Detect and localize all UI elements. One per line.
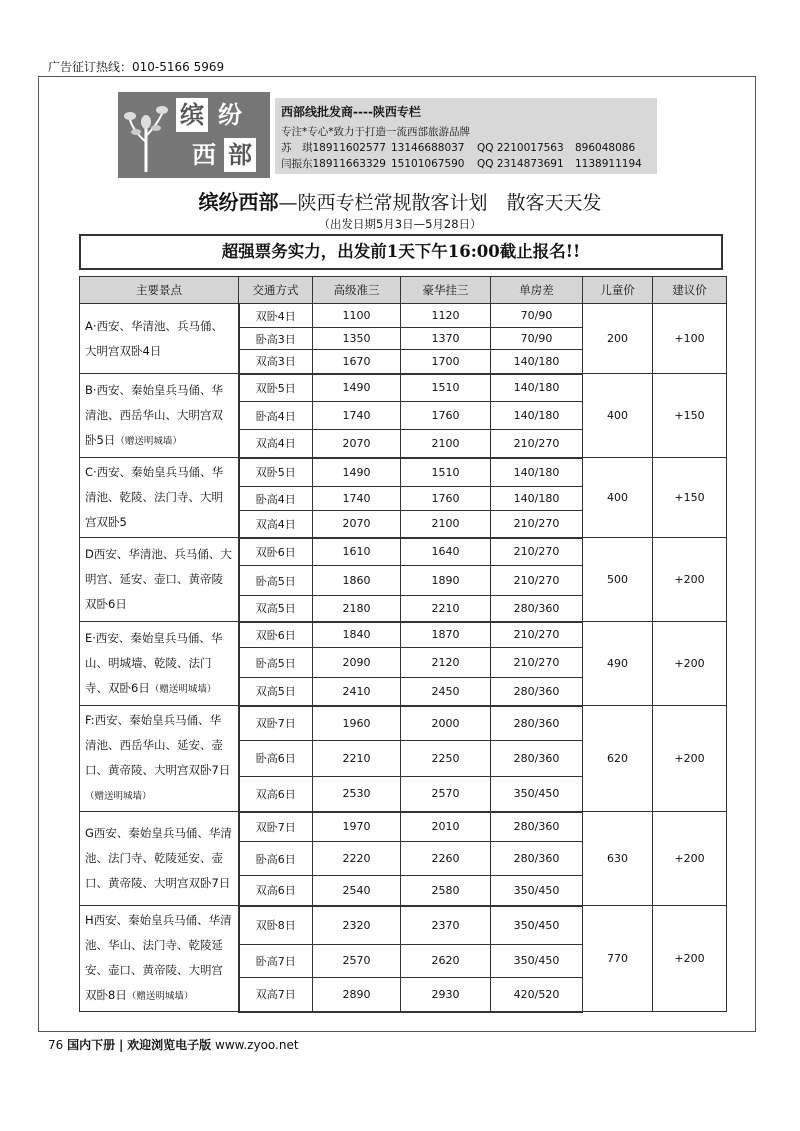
transport-cell: 双高4日: [239, 510, 313, 537]
title-rest: —陕西专栏常规散客计划 散客天天发: [278, 192, 602, 214]
price-std-cell: 2180: [313, 596, 401, 622]
route-text: D西安、华清池、兵马俑、大明宫、延安、壶口、黄帝陵双卧6日: [85, 547, 232, 611]
col-header: 高级准三: [313, 277, 401, 304]
price-table-wrap: [79, 276, 726, 1013]
suggest-price-cell: +200: [653, 906, 727, 1012]
suggest-price-cell: +200: [653, 538, 727, 622]
table-header-row: [80, 277, 727, 304]
single-supp-cell: 350/450: [491, 906, 583, 945]
price-lux-cell: 1510: [401, 374, 491, 402]
suggest-price-cell: +200: [653, 706, 727, 812]
col-header: 主要景点: [80, 277, 239, 304]
logo-char: 纷: [218, 100, 242, 129]
contact-phone: 苏 琪18911602577: [281, 142, 386, 154]
price-lux-cell: 2120: [401, 648, 491, 678]
single-supp-cell: 210/270: [491, 622, 583, 648]
contact-qq: QQ 2314873691: [477, 158, 564, 170]
suggest-price-cell: +100: [653, 304, 727, 374]
price-std-cell: 2890: [313, 978, 401, 1012]
footer-url: www.zyoo.net: [215, 1038, 299, 1052]
transport-cell: 双卧8日: [239, 906, 313, 945]
price-lux-cell: 1760: [401, 487, 491, 510]
contact-title: 西部线批发商----陕西专栏: [281, 105, 421, 119]
price-std-cell: 2320: [313, 906, 401, 945]
price-lux-cell: 1640: [401, 538, 491, 566]
contact-qq: QQ 2210017563: [477, 142, 564, 154]
contact-row: [281, 156, 642, 171]
footer: 76 国内下册 | 欢迎浏览电子版 www.zyoo.net: [48, 1038, 299, 1052]
price-std-cell: 1350: [313, 328, 401, 350]
single-supp-cell: 280/360: [491, 596, 583, 622]
suggest-price-cell: +200: [653, 812, 727, 906]
single-supp-cell: 140/180: [491, 458, 583, 487]
single-supp-cell: 420/520: [491, 978, 583, 1012]
single-supp-cell: 140/180: [491, 350, 583, 374]
single-supp-cell: 70/90: [491, 304, 583, 328]
route-cell: [80, 622, 239, 706]
transport-cell: 双高3日: [239, 350, 313, 374]
deadline-banner: 超强票务实力，出发前1天下午16:00截止报名!!: [79, 234, 723, 270]
page-number: 76: [48, 1038, 64, 1052]
transport-cell: 双卧7日: [239, 706, 313, 741]
col-header: 建议价: [653, 277, 727, 304]
price-std-cell: 2530: [313, 776, 401, 811]
gift-note: （赠送明城墙）: [126, 991, 194, 1002]
transport-cell: 双卧7日: [239, 812, 313, 842]
single-supp-cell: 280/360: [491, 812, 583, 842]
page-title: [0, 186, 800, 215]
logo: [118, 92, 270, 178]
route-text: G西安、秦始皇兵马俑、华清池、法门寺、乾陵延安、壶口、黄帝陵、大明宫双卧7日: [85, 826, 232, 890]
transport-cell: 卧高6日: [239, 741, 313, 776]
logo-char: 缤: [176, 98, 208, 132]
col-header: 儿童价: [583, 277, 653, 304]
title-brand: 缤纷西部: [198, 190, 279, 214]
price-lux-cell: 2370: [401, 906, 491, 945]
transport-cell: 双高5日: [239, 596, 313, 622]
route-cell: [80, 304, 239, 374]
transport-cell: 双卧5日: [239, 374, 313, 402]
single-supp-cell: 280/360: [491, 706, 583, 741]
transport-cell: 卧高5日: [239, 648, 313, 678]
transport-cell: 卧高4日: [239, 402, 313, 430]
single-supp-cell: 210/270: [491, 430, 583, 458]
child-price-cell: 620: [583, 706, 653, 812]
contact-row: [281, 140, 635, 155]
price-lux-cell: 2210: [401, 596, 491, 622]
single-supp-cell: 210/270: [491, 510, 583, 537]
price-lux-cell: 1870: [401, 622, 491, 648]
transport-cell: 双卧6日: [239, 622, 313, 648]
route-text: F:西安、秦始皇兵马俑、华清池、西岳华山、延安、壶口、黄帝陵、大明宫双卧7日: [85, 713, 231, 777]
child-price-cell: 630: [583, 812, 653, 906]
contact-qq: 1138911194: [575, 158, 642, 170]
suggest-price-cell: +150: [653, 374, 727, 458]
price-std-cell: 2090: [313, 648, 401, 678]
single-supp-cell: 140/180: [491, 487, 583, 510]
contact-box: [275, 98, 657, 174]
price-std-cell: 1740: [313, 402, 401, 430]
single-supp-cell: 280/360: [491, 842, 583, 876]
price-std-cell: 1740: [313, 487, 401, 510]
gift-note: （赠送明城墙）: [85, 791, 152, 802]
transport-cell: 双高4日: [239, 430, 313, 458]
transport-cell: 双高5日: [239, 678, 313, 706]
price-lux-cell: 1120: [401, 304, 491, 328]
route-cell: [80, 706, 239, 812]
child-price-cell: 400: [583, 458, 653, 538]
price-std-cell: 2210: [313, 741, 401, 776]
hotline: 广告征订热线：010-5166 5969: [48, 60, 225, 74]
price-std-cell: 1490: [313, 374, 401, 402]
price-std-cell: 1100: [313, 304, 401, 328]
route-cell: [80, 812, 239, 906]
price-std-cell: 2220: [313, 842, 401, 876]
transport-cell: 卧高5日: [239, 566, 313, 596]
price-lux-cell: 2450: [401, 678, 491, 706]
single-supp-cell: 280/360: [491, 678, 583, 706]
price-std-cell: 1840: [313, 622, 401, 648]
price-std-cell: 2070: [313, 510, 401, 537]
child-price-cell: 400: [583, 374, 653, 458]
transport-cell: 卧高4日: [239, 487, 313, 510]
table-row: [80, 458, 727, 487]
contact-phone: 闫振东18911663329: [281, 158, 386, 170]
single-supp-cell: 140/180: [491, 374, 583, 402]
price-lux-cell: 2930: [401, 978, 491, 1012]
child-price-cell: 500: [583, 538, 653, 622]
route-cell: [80, 906, 239, 1012]
contact-phone: 15101067590: [391, 158, 465, 170]
price-std-cell: 1490: [313, 458, 401, 487]
route-text: C·西安、秦始皇兵马俑、华清池、乾陵、法门寺、大明宫双卧5: [85, 465, 224, 529]
logo-char: 部: [224, 138, 256, 172]
single-supp-cell: 280/360: [491, 741, 583, 776]
single-supp-cell: 350/450: [491, 944, 583, 978]
price-std-cell: 2540: [313, 876, 401, 906]
price-std-cell: 1970: [313, 812, 401, 842]
price-std-cell: 1670: [313, 350, 401, 374]
price-std-cell: 1960: [313, 706, 401, 741]
single-supp-cell: 70/90: [491, 328, 583, 350]
table-row: [80, 706, 727, 741]
slogan: 专注*专心*致力于打造一流西部旅游品牌: [281, 126, 470, 138]
single-supp-cell: 140/180: [491, 402, 583, 430]
transport-cell: 双卧6日: [239, 538, 313, 566]
price-lux-cell: 2620: [401, 944, 491, 978]
footer-slogan: 欢迎浏览电子版: [127, 1038, 212, 1052]
route-text: H西安、秦始皇兵马俑、华清池、华山、法门寺、乾陵延安、壶口、黄帝陵、大明宫双卧8日: [85, 913, 232, 1002]
table-row: [80, 538, 727, 566]
transport-cell: 双卧4日: [239, 304, 313, 328]
transport-cell: 双高7日: [239, 978, 313, 1012]
child-price-cell: 200: [583, 304, 653, 374]
price-lux-cell: 2000: [401, 706, 491, 741]
price-table: [79, 276, 727, 1013]
contact-qq: 896048086: [575, 142, 636, 154]
single-supp-cell: 350/450: [491, 876, 583, 906]
child-price-cell: 770: [583, 906, 653, 1012]
table-row: [80, 812, 727, 842]
route-cell: [80, 458, 239, 538]
transport-cell: 卧高6日: [239, 842, 313, 876]
single-supp-cell: 210/270: [491, 648, 583, 678]
route-text: E·西安、秦始皇兵马俑、华山、明城墙、乾陵、法门寺、双卧6日: [85, 630, 223, 695]
gift-note: （赠送明城墙）: [115, 435, 182, 447]
route-text: A·西安、华清池、兵马俑、大明宫双卧4日: [85, 318, 224, 358]
table-row: [80, 906, 727, 945]
route-cell: [80, 538, 239, 622]
section-name: 国内下册: [67, 1038, 116, 1052]
price-lux-cell: 1890: [401, 566, 491, 596]
logo-char: 西: [192, 140, 216, 169]
route-cell: [80, 374, 239, 458]
route-text: B·西安、秦始皇兵马俑、华清池、西岳华山、大明宫双卧5日: [85, 382, 224, 447]
price-lux-cell: 2250: [401, 741, 491, 776]
transport-cell: 双卧5日: [239, 458, 313, 487]
price-std-cell: 1860: [313, 566, 401, 596]
price-lux-cell: 2100: [401, 430, 491, 458]
price-std-cell: 2570: [313, 944, 401, 978]
table-row: [80, 622, 727, 648]
single-supp-cell: 210/270: [491, 538, 583, 566]
transport-cell: 卧高7日: [239, 944, 313, 978]
price-lux-cell: 1370: [401, 328, 491, 350]
table-row: [80, 374, 727, 402]
price-std-cell: 2410: [313, 678, 401, 706]
single-supp-cell: 350/450: [491, 776, 583, 811]
col-header: 交通方式: [239, 277, 313, 304]
col-header: 单房差: [491, 277, 583, 304]
single-supp-cell: 210/270: [491, 566, 583, 596]
transport-cell: 双高6日: [239, 776, 313, 811]
suggest-price-cell: +150: [653, 458, 727, 538]
price-std-cell: 2070: [313, 430, 401, 458]
price-lux-cell: 2570: [401, 776, 491, 811]
child-price-cell: 490: [583, 622, 653, 706]
price-std-cell: 1610: [313, 538, 401, 566]
price-lux-cell: 1510: [401, 458, 491, 487]
price-lux-cell: 2260: [401, 842, 491, 876]
tree-logo-icon: [122, 98, 170, 172]
suggest-price-cell: +200: [653, 622, 727, 706]
transport-cell: 双高6日: [239, 876, 313, 906]
price-lux-cell: 1700: [401, 350, 491, 374]
transport-cell: 卧高3日: [239, 328, 313, 350]
table-row: [80, 304, 727, 328]
price-lux-cell: 2580: [401, 876, 491, 906]
contact-phone: 13146688037: [391, 142, 465, 154]
col-header: 豪华挂三: [401, 277, 491, 304]
price-lux-cell: 2010: [401, 812, 491, 842]
price-lux-cell: 1760: [401, 402, 491, 430]
gift-note: （赠送明城墙）: [149, 683, 217, 695]
price-lux-cell: 2100: [401, 510, 491, 537]
date-range: （出发日期5月3日—5月28日）: [318, 217, 482, 231]
